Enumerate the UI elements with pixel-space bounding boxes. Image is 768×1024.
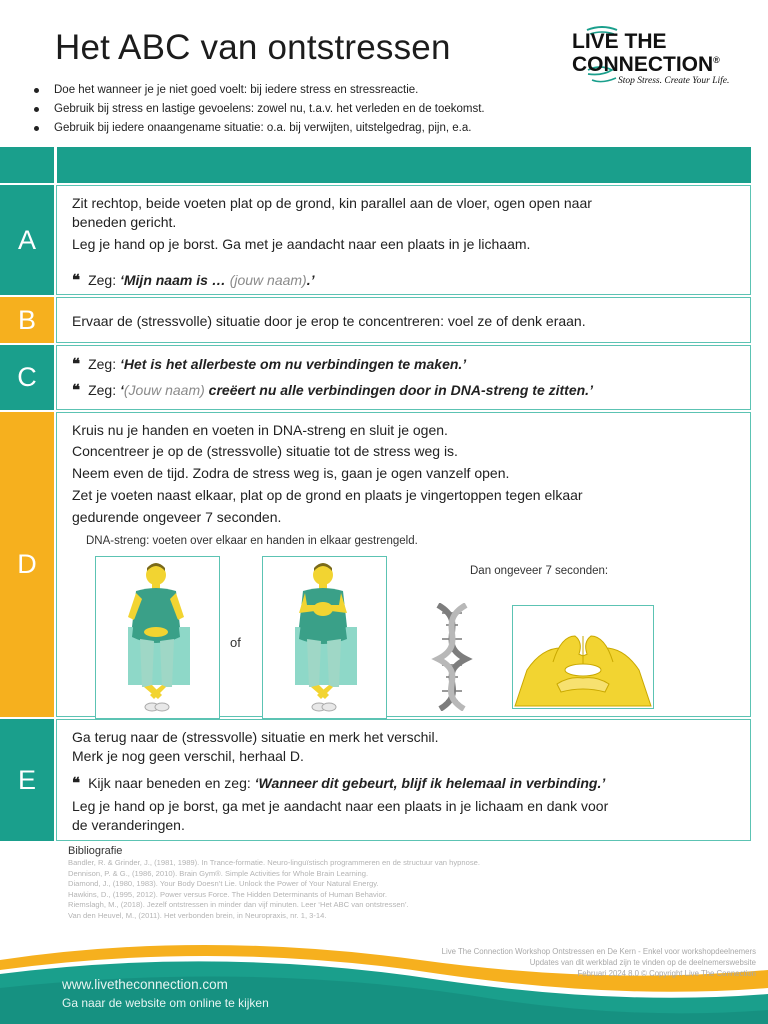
row-a-quote: ❝ Zeg: ‘Mijn naam is … (jouw naam).’ — [72, 271, 315, 289]
row-e-quote: ❝ Kijk naar beneden en zeg: ‘Wanneer dit gebeurt, blijf ik helemaal in verbinding.’ — [72, 774, 606, 792]
bullet-item: Gebruik bij iedere onaangename situatie: o.a. bij verwijten, uitstelgedrag, pijn, e.a. — [34, 119, 485, 138]
row-e-line1: Ga terug naar de (stressvolle) situatie en merk het verschil. — [72, 729, 439, 745]
bibliography-entry: Riemslagh, M., (2018). Jezelf ontstressen in minder dan vijf minuten. Leer ‘Het ABC van ontstressen’. — [68, 900, 409, 910]
figure-seated-hands-lap — [95, 556, 220, 719]
row-letter-d: D — [0, 412, 54, 717]
row-b-line1: Ervaar de (stressvolle) situatie door je erop te concentreren: voel ze of denk eraan. — [72, 313, 586, 329]
bibliography-entry: Van den Heuvel, M., (2011). Het verbonden brein, in Neuropraxis, nr. 1, 3-14. — [68, 910, 327, 920]
quote-mark-icon: ❝ — [72, 774, 81, 792]
quote-mark-icon: ❝ — [72, 355, 81, 373]
row-a-line3: Leg je hand op je borst. Ga met je aandacht naar een plaats in je lichaam. — [72, 236, 531, 252]
quote-mark-icon: ❝ — [72, 271, 81, 289]
row-d-line1: Kruis nu je handen en voeten in DNA-streng en sluit je ogen. — [72, 422, 448, 438]
seven-seconds-caption: Dan ongeveer 7 seconden: — [470, 565, 609, 577]
row-a-line1: Zit rechtop, beide voeten plat op de grond, kin parallel aan de vloer, ogen open naar — [72, 195, 592, 211]
bibliography-entry: Dennison, P. & G., (1986, 2010). Brain Gym®. Simple Activities for Whole Brain Learning. — [68, 868, 369, 878]
row-letter-e: E — [0, 719, 54, 841]
row-c-quote2: ❝ Zeg: ‘(Jouw naam) creëert nu alle verbindingen door in DNA-streng te zitten.’ — [72, 381, 593, 399]
logo-text-line2: CONNECTION® — [572, 53, 720, 76]
row-d-line4: Zet je voeten naast elkaar, plat op de grond en plaats je vingertoppen tegen elkaar — [72, 487, 583, 503]
logo-text-line1: LIVE THE — [572, 30, 667, 53]
brand-logo — [568, 24, 758, 94]
quote-mark-icon: ❝ — [72, 381, 81, 399]
figure-seated-hands-chest — [262, 556, 387, 719]
row-d-line2: Concentreer je op de (stressvolle) situatie tot de stress weg is. — [72, 443, 458, 459]
row-c-quote1: ❝ Zeg: ‘Het is het allerbeste om nu verbindingen te maken.’ — [72, 355, 467, 373]
footer-notice — [442, 947, 756, 979]
bibliography-entry: Bandler, R. & Grinder, J., (1981, 1989). In Trance-formatie. Neuro-linguïstisch programmeren en de structuur van hypnose. — [68, 858, 480, 867]
row-a-line2: beneden gericht. — [72, 214, 177, 230]
row-d-line5: gedurende ongeveer 7 seconden. — [72, 509, 282, 525]
row-letter-b: B — [0, 297, 54, 343]
bullet-item: Gebruik bij stress en lastige gevoelens: zowel nu, t.a.v. het verleden en de toekomst. — [34, 100, 485, 119]
row-letter-a: A — [0, 185, 54, 295]
bibliography-heading: Bibliografie — [68, 845, 123, 857]
figure-fingertips-together — [512, 605, 654, 709]
row-e-line4: Leg je hand op je borst, ga met je aandacht naar een plaats in je lichaam en dank voor — [72, 798, 609, 814]
dna-helix-icon — [430, 603, 474, 711]
row-e-line5: de veranderingen. — [72, 817, 185, 833]
or-label: of — [230, 635, 241, 650]
footer-line3: Februari 2024 8.0 © Copyright Live The Connection — [577, 968, 756, 978]
website-hint: Ga naar de website om online te kijken — [62, 996, 269, 1010]
bullet-item: Doe het wanneer je je niet goed voelt: bij iedere stress en stressreactie. — [34, 81, 485, 100]
page-title: Het ABC van ontstressen — [55, 28, 451, 67]
usage-bullets — [34, 81, 485, 138]
row-letter-c: C — [0, 345, 54, 410]
table-header-left — [0, 147, 54, 183]
footer-line1: Live The Connection Workshop Ontstressen en De Kern - Enkel voor workshopdeelnemers — [441, 947, 756, 956]
table-header-right — [57, 147, 751, 183]
row-e-line2: Merk je nog geen verschil, herhaal D. — [72, 748, 304, 764]
bibliography-entry: Diamond, J., (1980, 1983). Your Body Doesn’t Lie. Unlock the Power of Your Natural Energy. — [68, 879, 379, 889]
website-link[interactable]: www.livetheconnection.com — [62, 977, 228, 992]
logo-tagline: Stop Stress. Create Your Life. — [618, 76, 730, 86]
bibliography-list — [68, 858, 480, 922]
row-d-line3: Neem even de tijd. Zodra de stress weg is, gaan je ogen vanzelf open. — [72, 465, 510, 481]
bibliography-entry: Hawkins, D., (1995, 2012). Power versus Force. The Hidden Determinants of Human Behavior. — [68, 889, 387, 899]
footer-line2: Updates van dit werkblad zijn te vinden op de deelnemerswebsite — [529, 957, 756, 967]
dna-caption: DNA-streng: voeten over elkaar en handen in elkaar gestrengeld. — [86, 535, 418, 547]
